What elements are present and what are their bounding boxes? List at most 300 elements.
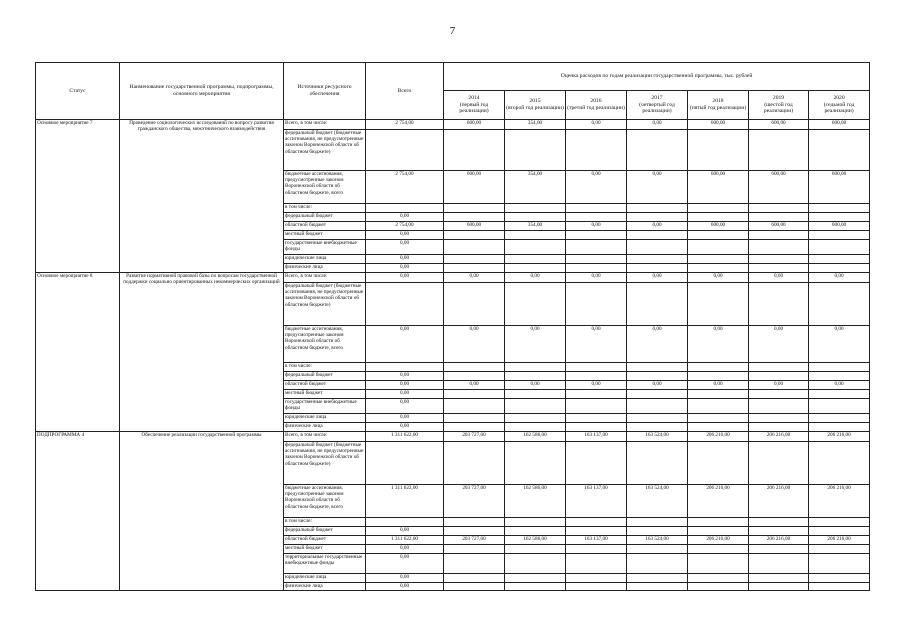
row-value-2014 <box>444 583 505 591</box>
row-value-2016 <box>566 204 627 213</box>
row-value-2020: 600,00 <box>809 222 870 231</box>
row-value-2017 <box>627 390 688 399</box>
row-value-2020 <box>809 363 870 372</box>
row-status: ПОДПРОГРАММА 4 <box>36 432 120 591</box>
row-value-2017 <box>627 372 688 381</box>
row-value-2015 <box>505 240 566 255</box>
row-value-2017 <box>627 545 688 554</box>
row-total: 0,00 <box>366 545 444 554</box>
row-total: 0,00 <box>366 326 444 363</box>
row-value-2019 <box>749 423 809 432</box>
row-source: федеральный бюджет (бюджетные ассигнования, не предусмотренные законом Воронежской области об областном бюджете) <box>284 283 366 326</box>
row-value-2017 <box>627 554 688 574</box>
row-value-2017 <box>627 414 688 423</box>
row-value-2018 <box>688 554 749 574</box>
row-value-2016 <box>566 545 627 554</box>
row-value-2018 <box>688 363 749 372</box>
header-year-2018 <box>688 91 749 120</box>
header-year-sub: (седьмой год реализации) <box>823 101 855 115</box>
row-value-2019 <box>749 204 809 213</box>
row-source: областной бюджет <box>284 381 366 390</box>
row-total: 1 311 622,00 <box>366 485 444 518</box>
row-value-2015 <box>505 204 566 213</box>
row-value-2018 <box>688 574 749 583</box>
row-value-2018 <box>688 264 749 273</box>
row-value-2019 <box>749 363 809 372</box>
row-value-2017 <box>627 255 688 264</box>
table-row <box>36 432 870 442</box>
row-total: 0,00 <box>366 423 444 432</box>
row-value-2020: 206 216,00 <box>809 485 870 518</box>
row-value-2015 <box>505 264 566 273</box>
row-value-2016: 163 137,00 <box>566 485 627 518</box>
row-value-2019 <box>749 264 809 273</box>
row-value-2014 <box>444 390 505 399</box>
row-value-2018 <box>688 545 749 554</box>
row-value-2018 <box>688 390 749 399</box>
row-value-2015 <box>505 554 566 574</box>
row-value-2016: 0,00 <box>566 222 627 231</box>
row-total: 0,00 <box>366 381 444 390</box>
row-value-2016: 163 137,00 <box>566 536 627 545</box>
row-value-2014: 600,00 <box>444 171 505 204</box>
header-year-2016 <box>566 91 627 120</box>
row-value-2016 <box>566 414 627 423</box>
row-total: 2 754,00 <box>366 120 444 130</box>
row-total: 0,00 <box>366 554 444 574</box>
row-value-2018: 0,00 <box>688 273 749 283</box>
row-value-2017 <box>627 423 688 432</box>
row-value-2018: 0,00 <box>688 381 749 390</box>
row-value-2018: 600,00 <box>688 222 749 231</box>
row-value-2017 <box>627 283 688 326</box>
row-value-2018 <box>688 283 749 326</box>
row-value-2017 <box>627 240 688 255</box>
row-value-2017 <box>627 399 688 414</box>
row-value-2016 <box>566 130 627 171</box>
row-value-2014 <box>444 442 505 485</box>
row-value-2020 <box>809 204 870 213</box>
row-total: 1 311 622,00 <box>366 536 444 545</box>
row-value-2016 <box>566 554 627 574</box>
row-source: территориальные государственные внебюджетные фонды <box>284 554 366 574</box>
row-value-2019: 600,00 <box>749 222 809 231</box>
row-source: федеральный бюджет <box>284 213 366 222</box>
row-value-2016: 0,00 <box>566 326 627 363</box>
row-value-2018 <box>688 204 749 213</box>
row-value-2020: 600,00 <box>809 171 870 204</box>
row-value-2014 <box>444 283 505 326</box>
row-value-2020 <box>809 574 870 583</box>
row-value-2018: 206 216,00 <box>688 536 749 545</box>
row-value-2018 <box>688 442 749 485</box>
budget-table <box>35 62 870 591</box>
header-year-sub: (второй год реализации) <box>506 105 564 111</box>
row-value-2015 <box>505 574 566 583</box>
row-value-2018 <box>688 372 749 381</box>
header-year-sub: (четвертый год реализации) <box>639 101 675 115</box>
row-value-2017: 0,00 <box>627 120 688 130</box>
row-value-2016 <box>566 255 627 264</box>
row-value-2018 <box>688 231 749 240</box>
row-status: Основное мероприятие 7 <box>36 120 120 273</box>
row-source: государственные внебюджетные фонды <box>284 399 366 414</box>
row-source: юридические лица <box>284 574 366 583</box>
row-value-2015 <box>505 363 566 372</box>
row-value-2014 <box>444 213 505 222</box>
row-value-2014 <box>444 130 505 171</box>
row-source: областной бюджет <box>284 222 366 231</box>
row-value-2019 <box>749 255 809 264</box>
row-value-2014: 0,00 <box>444 326 505 363</box>
row-value-2019 <box>749 414 809 423</box>
row-value-2020: 206 216,00 <box>809 432 870 442</box>
row-value-2014: 203 727,00 <box>444 536 505 545</box>
row-total <box>366 518 444 527</box>
row-value-2018: 206 216,00 <box>688 485 749 518</box>
row-value-2015 <box>505 545 566 554</box>
row-value-2018: 0,00 <box>688 326 749 363</box>
row-value-2019: 0,00 <box>749 326 809 363</box>
header-year-label: 2018 <box>712 98 724 105</box>
row-value-2018: 600,00 <box>688 120 749 130</box>
row-value-2016 <box>566 423 627 432</box>
header-year-label: 2017 <box>651 94 663 101</box>
row-value-2014 <box>444 372 505 381</box>
row-value-2018 <box>688 583 749 591</box>
row-value-2020 <box>809 527 870 536</box>
row-value-2019: 206 216,00 <box>749 536 809 545</box>
header-total: Всего <box>366 63 444 120</box>
header-year-label: 2014 <box>468 94 480 101</box>
row-value-2016 <box>566 240 627 255</box>
row-value-2015 <box>505 372 566 381</box>
row-value-2015 <box>505 283 566 326</box>
row-value-2017 <box>627 264 688 273</box>
row-value-2015: 354,00 <box>505 222 566 231</box>
header-name: Наименование государственной программы, подпрограммы, основного мероприятия <box>120 63 284 120</box>
row-value-2020 <box>809 240 870 255</box>
row-value-2019 <box>749 583 809 591</box>
row-total: 0,00 <box>366 240 444 255</box>
row-total: 0,00 <box>366 372 444 381</box>
row-source: областной бюджет <box>284 536 366 545</box>
row-source: бюджетные ассигнования, предусмотренные законом Воронежской области об областном бюджете, всего <box>284 171 366 204</box>
row-value-2014: 600,00 <box>444 120 505 130</box>
row-source: местный бюджет <box>284 231 366 240</box>
table-body <box>36 120 870 591</box>
row-source: физические лица <box>284 583 366 591</box>
row-total <box>366 283 444 326</box>
row-value-2017 <box>627 518 688 527</box>
row-value-2015 <box>505 518 566 527</box>
row-source: государственные внебюджетные фонды <box>284 240 366 255</box>
row-value-2019 <box>749 372 809 381</box>
row-value-2014 <box>444 363 505 372</box>
row-value-2017 <box>627 583 688 591</box>
row-value-2019: 0,00 <box>749 273 809 283</box>
row-value-2019: 206 216,00 <box>749 485 809 518</box>
row-value-2019 <box>749 574 809 583</box>
row-value-2015: 0,00 <box>505 326 566 363</box>
row-value-2020: 0,00 <box>809 273 870 283</box>
row-total <box>366 363 444 372</box>
row-value-2017: 0,00 <box>627 222 688 231</box>
row-value-2014: 0,00 <box>444 273 505 283</box>
row-value-2018 <box>688 423 749 432</box>
row-value-2019 <box>749 554 809 574</box>
row-value-2020 <box>809 554 870 574</box>
row-value-2014 <box>444 545 505 554</box>
row-value-2014 <box>444 399 505 414</box>
row-value-2017 <box>627 363 688 372</box>
header-year-label: 2016 <box>590 98 602 105</box>
page-number: 7 <box>449 25 456 37</box>
row-value-2015 <box>505 130 566 171</box>
header-year-sub: (шестой год реализации) <box>763 101 794 115</box>
row-value-2017 <box>627 130 688 171</box>
row-value-2020: 0,00 <box>809 326 870 363</box>
row-value-2014 <box>444 518 505 527</box>
row-value-2017 <box>627 204 688 213</box>
row-value-2019: 206 216,00 <box>749 432 809 442</box>
row-value-2020 <box>809 130 870 171</box>
row-value-2019 <box>749 390 809 399</box>
row-value-2016: 0,00 <box>566 273 627 283</box>
row-value-2016: 0,00 <box>566 171 627 204</box>
row-source: федеральный бюджет (бюджетные ассигнования, не предусмотренные законом Воронежской области об областном бюджете) <box>284 130 366 171</box>
row-total: 0,00 <box>366 583 444 591</box>
row-value-2015 <box>505 414 566 423</box>
row-value-2018 <box>688 399 749 414</box>
row-value-2015 <box>505 527 566 536</box>
row-source: федеральный бюджет <box>284 372 366 381</box>
row-value-2014 <box>444 574 505 583</box>
row-value-2016 <box>566 363 627 372</box>
row-source: в том числе: <box>284 363 366 372</box>
table-row <box>36 273 870 283</box>
row-status: Основное мероприятие 8 <box>36 273 120 432</box>
row-value-2014: 203 727,00 <box>444 432 505 442</box>
row-total: 0,00 <box>366 390 444 399</box>
row-source: в том числе: <box>284 518 366 527</box>
row-value-2018 <box>688 240 749 255</box>
row-value-2018: 206 216,00 <box>688 432 749 442</box>
header-year-2020 <box>809 91 870 120</box>
row-name: Проведение социологических исследований по вопросу развития гражданского общества, межэтнического взаимодействия <box>120 120 284 273</box>
row-value-2016 <box>566 442 627 485</box>
header-year-sub: (первый год реализации) <box>459 101 489 115</box>
row-value-2016 <box>566 527 627 536</box>
header-year-label: 2020 <box>833 94 845 101</box>
row-value-2020 <box>809 518 870 527</box>
table-row <box>36 120 870 130</box>
header-year-sub: (третий год реализации) <box>567 105 625 111</box>
row-source: местный бюджет <box>284 545 366 554</box>
row-value-2014 <box>444 255 505 264</box>
row-source: бюджетные ассигнования, предусмотренные законом Воронежской области об областном бюджете, всего <box>284 326 366 363</box>
row-value-2017: 0,00 <box>627 326 688 363</box>
row-value-2019: 0,00 <box>749 381 809 390</box>
row-value-2019: 600,00 <box>749 120 809 130</box>
row-value-2018 <box>688 527 749 536</box>
header-status: Статус <box>36 63 120 120</box>
header-estimate: Оценка расходов по годам реализации государственной программы, тыс. рублей <box>444 63 870 91</box>
row-total: 1 311 622,00 <box>366 432 444 442</box>
row-value-2019 <box>749 213 809 222</box>
row-value-2019 <box>749 231 809 240</box>
row-value-2019 <box>749 399 809 414</box>
row-value-2014 <box>444 527 505 536</box>
row-value-2018 <box>688 130 749 171</box>
row-total: 0,00 <box>366 231 444 240</box>
row-value-2016 <box>566 283 627 326</box>
row-name: Обеспечение реализации государственной программы <box>120 432 284 591</box>
row-total: 0,00 <box>366 414 444 423</box>
row-value-2014 <box>444 423 505 432</box>
header-year-label: 2019 <box>772 94 785 101</box>
header-year-2019 <box>749 91 809 120</box>
row-value-2020 <box>809 583 870 591</box>
row-value-2017: 0,00 <box>627 381 688 390</box>
row-value-2020 <box>809 213 870 222</box>
row-value-2015: 0,00 <box>505 381 566 390</box>
row-source: юридические лица <box>284 414 366 423</box>
row-value-2015 <box>505 399 566 414</box>
row-value-2019 <box>749 130 809 171</box>
header-year-sub: (пятый год реализации) <box>689 105 747 111</box>
row-total: 0,00 <box>366 264 444 273</box>
row-total <box>366 130 444 171</box>
row-value-2020 <box>809 423 870 432</box>
row-value-2015: 162 586,00 <box>505 432 566 442</box>
row-value-2014 <box>444 414 505 423</box>
row-value-2014: 600,00 <box>444 222 505 231</box>
row-value-2020 <box>809 399 870 414</box>
row-value-2017 <box>627 574 688 583</box>
row-value-2015: 354,00 <box>505 171 566 204</box>
row-value-2020 <box>809 283 870 326</box>
row-value-2014: 203 727,00 <box>444 485 505 518</box>
row-value-2017: 163 524,00 <box>627 485 688 518</box>
row-total: 2 754,00 <box>366 171 444 204</box>
row-value-2018 <box>688 213 749 222</box>
row-source: местный бюджет <box>284 390 366 399</box>
row-source: Всего, в том числе: <box>284 273 366 283</box>
row-value-2016 <box>566 390 627 399</box>
row-value-2020 <box>809 231 870 240</box>
row-value-2017 <box>627 442 688 485</box>
row-value-2014 <box>444 204 505 213</box>
row-value-2014 <box>444 264 505 273</box>
row-value-2015: 162 586,00 <box>505 485 566 518</box>
row-value-2017 <box>627 231 688 240</box>
row-value-2019 <box>749 527 809 536</box>
row-value-2020: 206 216,00 <box>809 536 870 545</box>
row-value-2017 <box>627 527 688 536</box>
row-source: бюджетные ассигнования, предусмотренные законом Воронежской области об областном бюджете, всего <box>284 485 366 518</box>
row-value-2019 <box>749 442 809 485</box>
row-value-2016 <box>566 264 627 273</box>
row-total <box>366 442 444 485</box>
row-value-2016 <box>566 213 627 222</box>
row-value-2016 <box>566 399 627 414</box>
header-year-2017 <box>627 91 688 120</box>
row-value-2015: 162 586,00 <box>505 536 566 545</box>
row-value-2018: 600,00 <box>688 171 749 204</box>
row-value-2018 <box>688 414 749 423</box>
header-sources: Источники ресурсного обеспечения <box>284 63 366 120</box>
row-value-2014 <box>444 240 505 255</box>
row-value-2020: 600,00 <box>809 120 870 130</box>
row-value-2020 <box>809 414 870 423</box>
row-source: физические лица <box>284 264 366 273</box>
row-source: физические лица <box>284 423 366 432</box>
row-value-2020 <box>809 442 870 485</box>
row-source: юридические лица <box>284 255 366 264</box>
row-total: 0,00 <box>366 527 444 536</box>
row-value-2016: 0,00 <box>566 381 627 390</box>
row-value-2016: 163 137,00 <box>566 432 627 442</box>
row-source: в том числе: <box>284 204 366 213</box>
row-value-2018 <box>688 255 749 264</box>
row-value-2015: 354,00 <box>505 120 566 130</box>
row-total: 0,00 <box>366 213 444 222</box>
header-year-label: 2015 <box>529 98 541 105</box>
row-value-2015 <box>505 423 566 432</box>
row-value-2016 <box>566 583 627 591</box>
row-value-2016 <box>566 231 627 240</box>
row-total: 0,00 <box>366 399 444 414</box>
row-source: федеральный бюджет (бюджетные ассигнования, не предусмотренные законом Воронежской области об областном бюджете) <box>284 442 366 485</box>
row-total <box>366 204 444 213</box>
row-total: 0,00 <box>366 574 444 583</box>
row-value-2017 <box>627 213 688 222</box>
row-value-2015 <box>505 231 566 240</box>
row-value-2014 <box>444 231 505 240</box>
row-value-2015: 0,00 <box>505 273 566 283</box>
row-name: Развитие нормативной правовой базы по вопросам государственной поддержки социально ориентированных некоммерческих организаций <box>120 273 284 432</box>
row-value-2015 <box>505 390 566 399</box>
row-value-2015 <box>505 255 566 264</box>
row-value-2015 <box>505 583 566 591</box>
row-value-2014 <box>444 554 505 574</box>
row-value-2020 <box>809 390 870 399</box>
row-source: Всего, в том числе: <box>284 120 366 130</box>
row-total: 0,00 <box>366 273 444 283</box>
row-value-2017: 163 524,00 <box>627 432 688 442</box>
row-value-2016 <box>566 518 627 527</box>
row-value-2018 <box>688 518 749 527</box>
row-source: федеральный бюджет <box>284 527 366 536</box>
row-value-2017: 163 524,00 <box>627 536 688 545</box>
row-value-2020 <box>809 255 870 264</box>
row-source: Всего, в том числе: <box>284 432 366 442</box>
row-value-2014: 0,00 <box>444 381 505 390</box>
row-value-2019: 600,00 <box>749 171 809 204</box>
row-value-2016: 0,00 <box>566 120 627 130</box>
row-value-2017: 0,00 <box>627 273 688 283</box>
row-value-2017: 0,00 <box>627 171 688 204</box>
row-total: 2 754,00 <box>366 222 444 231</box>
row-value-2020 <box>809 264 870 273</box>
row-value-2020 <box>809 372 870 381</box>
row-total: 0,00 <box>366 255 444 264</box>
row-value-2016 <box>566 574 627 583</box>
row-value-2019 <box>749 283 809 326</box>
row-value-2020 <box>809 545 870 554</box>
header-year-2015 <box>505 91 566 120</box>
